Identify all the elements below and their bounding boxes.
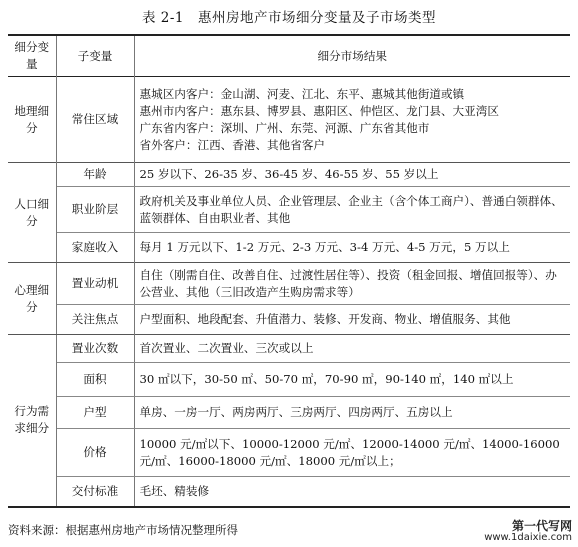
table-row (8, 163, 570, 187)
result-age: 25 岁以下、26-35 岁、36-45 岁、46-55 岁、55 岁以上 (134, 163, 570, 187)
table-row (8, 397, 570, 429)
result-price: 10000 元/㎡以下、10000-12000 元/㎡、12000-14000 元/㎡、14000-16000 元/㎡、16000-18000 元/㎡、18000 元/㎡以上； (134, 429, 570, 477)
sub-purchase-count: 置业次数 (56, 335, 134, 363)
header-dimension: 细分变量 (8, 35, 56, 77)
result-focus: 户型面积、地段配套、升值潜力、装修、开发商、物业、增值服务、其他 (139, 312, 511, 326)
result-motive: 自住（刚需自住、改善自住、过渡性居住等）、投资（租金回报、增值回报等）、办公营业、其他（三旧改造产生购房需求等） (134, 263, 570, 305)
dimension-behavior: 行为需求细分 (8, 335, 56, 507)
dimension-geo: 地理细分 (8, 77, 56, 163)
watermark-title: 第一代写网 (511, 519, 572, 533)
sub-residence: 常住区域 (56, 77, 134, 163)
result-layout: 单房、一房一厅、两房两厅、三房两厅、四房两厅、五房以上 (134, 397, 570, 429)
result-income: 每月 1 万元以下、1-2 万元、2-3 万元、3-4 万元、4-5 万元，5 万以上 (139, 240, 510, 254)
result-occupation: 政府机关及事业单位人员、企业管理层、企业主（含个体工商户）、普通白领群体、蓝领群体、自由职业者、其他 (134, 187, 570, 233)
sub-layout: 户型 (56, 397, 134, 429)
table-row (8, 429, 570, 477)
sub-occupation: 职业阶层 (56, 187, 134, 233)
header-subvariable: 子变量 (56, 35, 134, 77)
result-residence: 惠城区内客户：金山湖、河麦、江北、东平、惠城其他街道或镇 惠州市内客户：惠东县、博罗县、惠阳区、仲恺区、龙门县、大亚湾区 广东省内客户：深圳、广州、东莞、河源、广东省其他市 省外客户：江西、香港、其他省客户 (139, 86, 499, 152)
sub-income: 家庭收入 (56, 233, 134, 263)
table-row (8, 363, 570, 397)
watermark-url: www.1daixie.com (484, 532, 572, 543)
sub-price: 价格 (56, 429, 134, 477)
sub-focus: 关注焦点 (56, 305, 134, 335)
table-row (8, 305, 570, 335)
table-row (8, 335, 570, 363)
header-result: 细分市场结果 (317, 48, 388, 63)
table-header-row (8, 35, 570, 77)
table-row (8, 77, 570, 163)
table-title: 表 2-1 惠州房地产市场细分变量及子市场类型 (141, 10, 437, 26)
result-purchase-count: 首次置业、二次置业、三次或以上 (134, 335, 570, 363)
table-row (8, 187, 570, 233)
table-row (8, 233, 570, 263)
table-row (8, 263, 570, 305)
sub-age: 年龄 (56, 163, 134, 187)
sub-area: 面积 (56, 363, 134, 397)
sub-motive: 置业动机 (56, 263, 134, 305)
dimension-psy: 心理细分 (8, 263, 56, 335)
table-row (8, 477, 570, 507)
result-area: 30 ㎡以下，30-50 ㎡、50-70 ㎡，70-90 ㎡，90-140 ㎡，140 ㎡以上 (134, 363, 570, 397)
segmentation-table (8, 34, 570, 508)
sub-delivery: 交付标准 (56, 477, 134, 507)
dimension-pop: 人口细分 (8, 163, 56, 263)
result-delivery: 毛坯、精装修 (139, 483, 210, 498)
watermark (484, 520, 572, 544)
source-note: 资料来源：根据惠州房地产市场情况整理所得 (8, 523, 238, 537)
